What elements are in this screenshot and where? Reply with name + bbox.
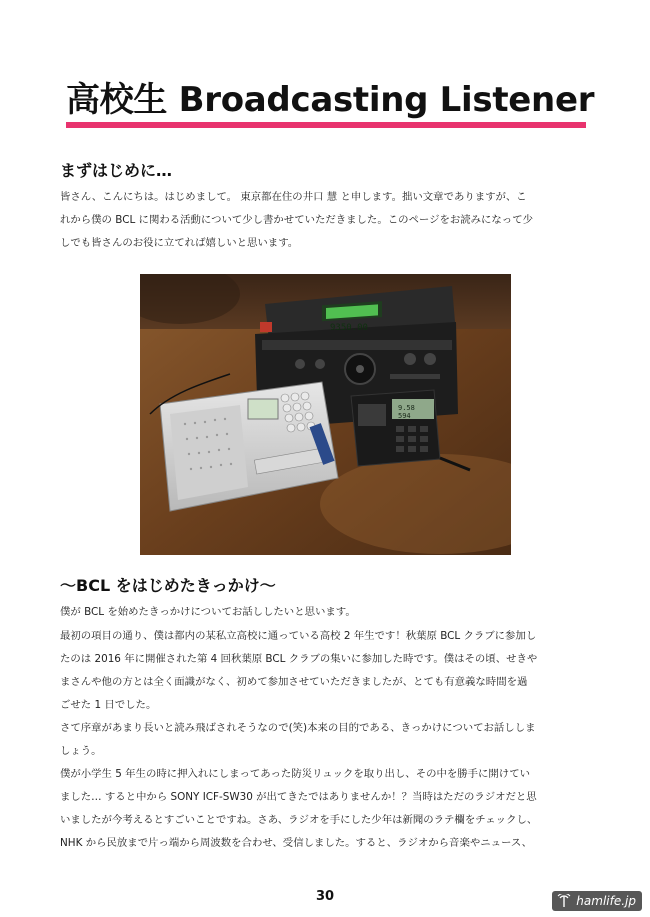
section2-heading: 〜BCL をはじめたきっかけ〜	[60, 576, 276, 595]
antenna-icon	[557, 894, 571, 908]
section2-line: 最初の項目の通り、僕は都内の某私立高校に通っている高校 2 年生です！秋葉原 BCL クラブに参加し	[60, 630, 537, 642]
section2-line: 僕が小学生 5 年生の時に押入れにしまってあった防災リュックを取り出し、その中を勝手に開けてい	[60, 768, 530, 780]
intro-line: 皆さん、こんにちは。はじめまして。 東京都在住の井口 慧 と申します。拙い文章でありますが、こ	[60, 191, 527, 203]
black-radio-display-1: 9.58	[398, 404, 415, 412]
section2-line: まさんや他の方とは全く面識がなく、初めて参加させていただきましたが、とても有意義な時間を過	[60, 676, 528, 688]
watermark	[552, 891, 642, 911]
section2-line: ました… すると中から SONY ICF-SW30 が出てきたではありませんか！？当時はただのラジオだと思	[60, 791, 537, 803]
watermark-text: hamlife.jp	[576, 894, 636, 908]
radios-photo	[140, 274, 511, 555]
section2-line: しょう。	[60, 745, 102, 757]
radios-photo-illustration	[140, 274, 511, 555]
section2-line: 僕が BCL を始めたきっかけについてお話ししたいと思います。	[60, 606, 356, 618]
section2-line: たのは 2016 年に開催された第 4 回秋葉原 BCL クラブの集いに参加した時です。僕はその頃、せきや	[60, 653, 538, 665]
section2-line: いましたが今考えるとすごいことですね。さあ、ラジオを手にした少年は新聞のラテ欄をチェックし、	[60, 814, 538, 826]
black-radio-display-2: 594	[398, 412, 411, 420]
section2-line: ごせた 1 日でした。	[60, 699, 157, 711]
page-number: 30	[315, 889, 335, 904]
title-underline	[66, 122, 586, 128]
receiver-display: 9350.00	[330, 323, 368, 333]
page-title: 高校生 Broadcasting Listener	[66, 80, 595, 120]
intro-heading: まずはじめに…	[60, 161, 173, 180]
section2-line: NHK から民放まで片っ端から周波数を合わせ、受信しました。すると、ラジオから音楽やニュース、	[60, 837, 532, 849]
section2-line: さて序章があまり長いと読み飛ばされそうなので(笑)本来の目的である、きっかけについてお話ししま	[60, 722, 536, 734]
intro-line: しでも皆さんのお役に立てれば嬉しいと思います。	[60, 237, 299, 249]
intro-line: れから僕の BCL に関わる活動について少し書かせていただきました。このページをお読みになって少	[60, 214, 533, 226]
